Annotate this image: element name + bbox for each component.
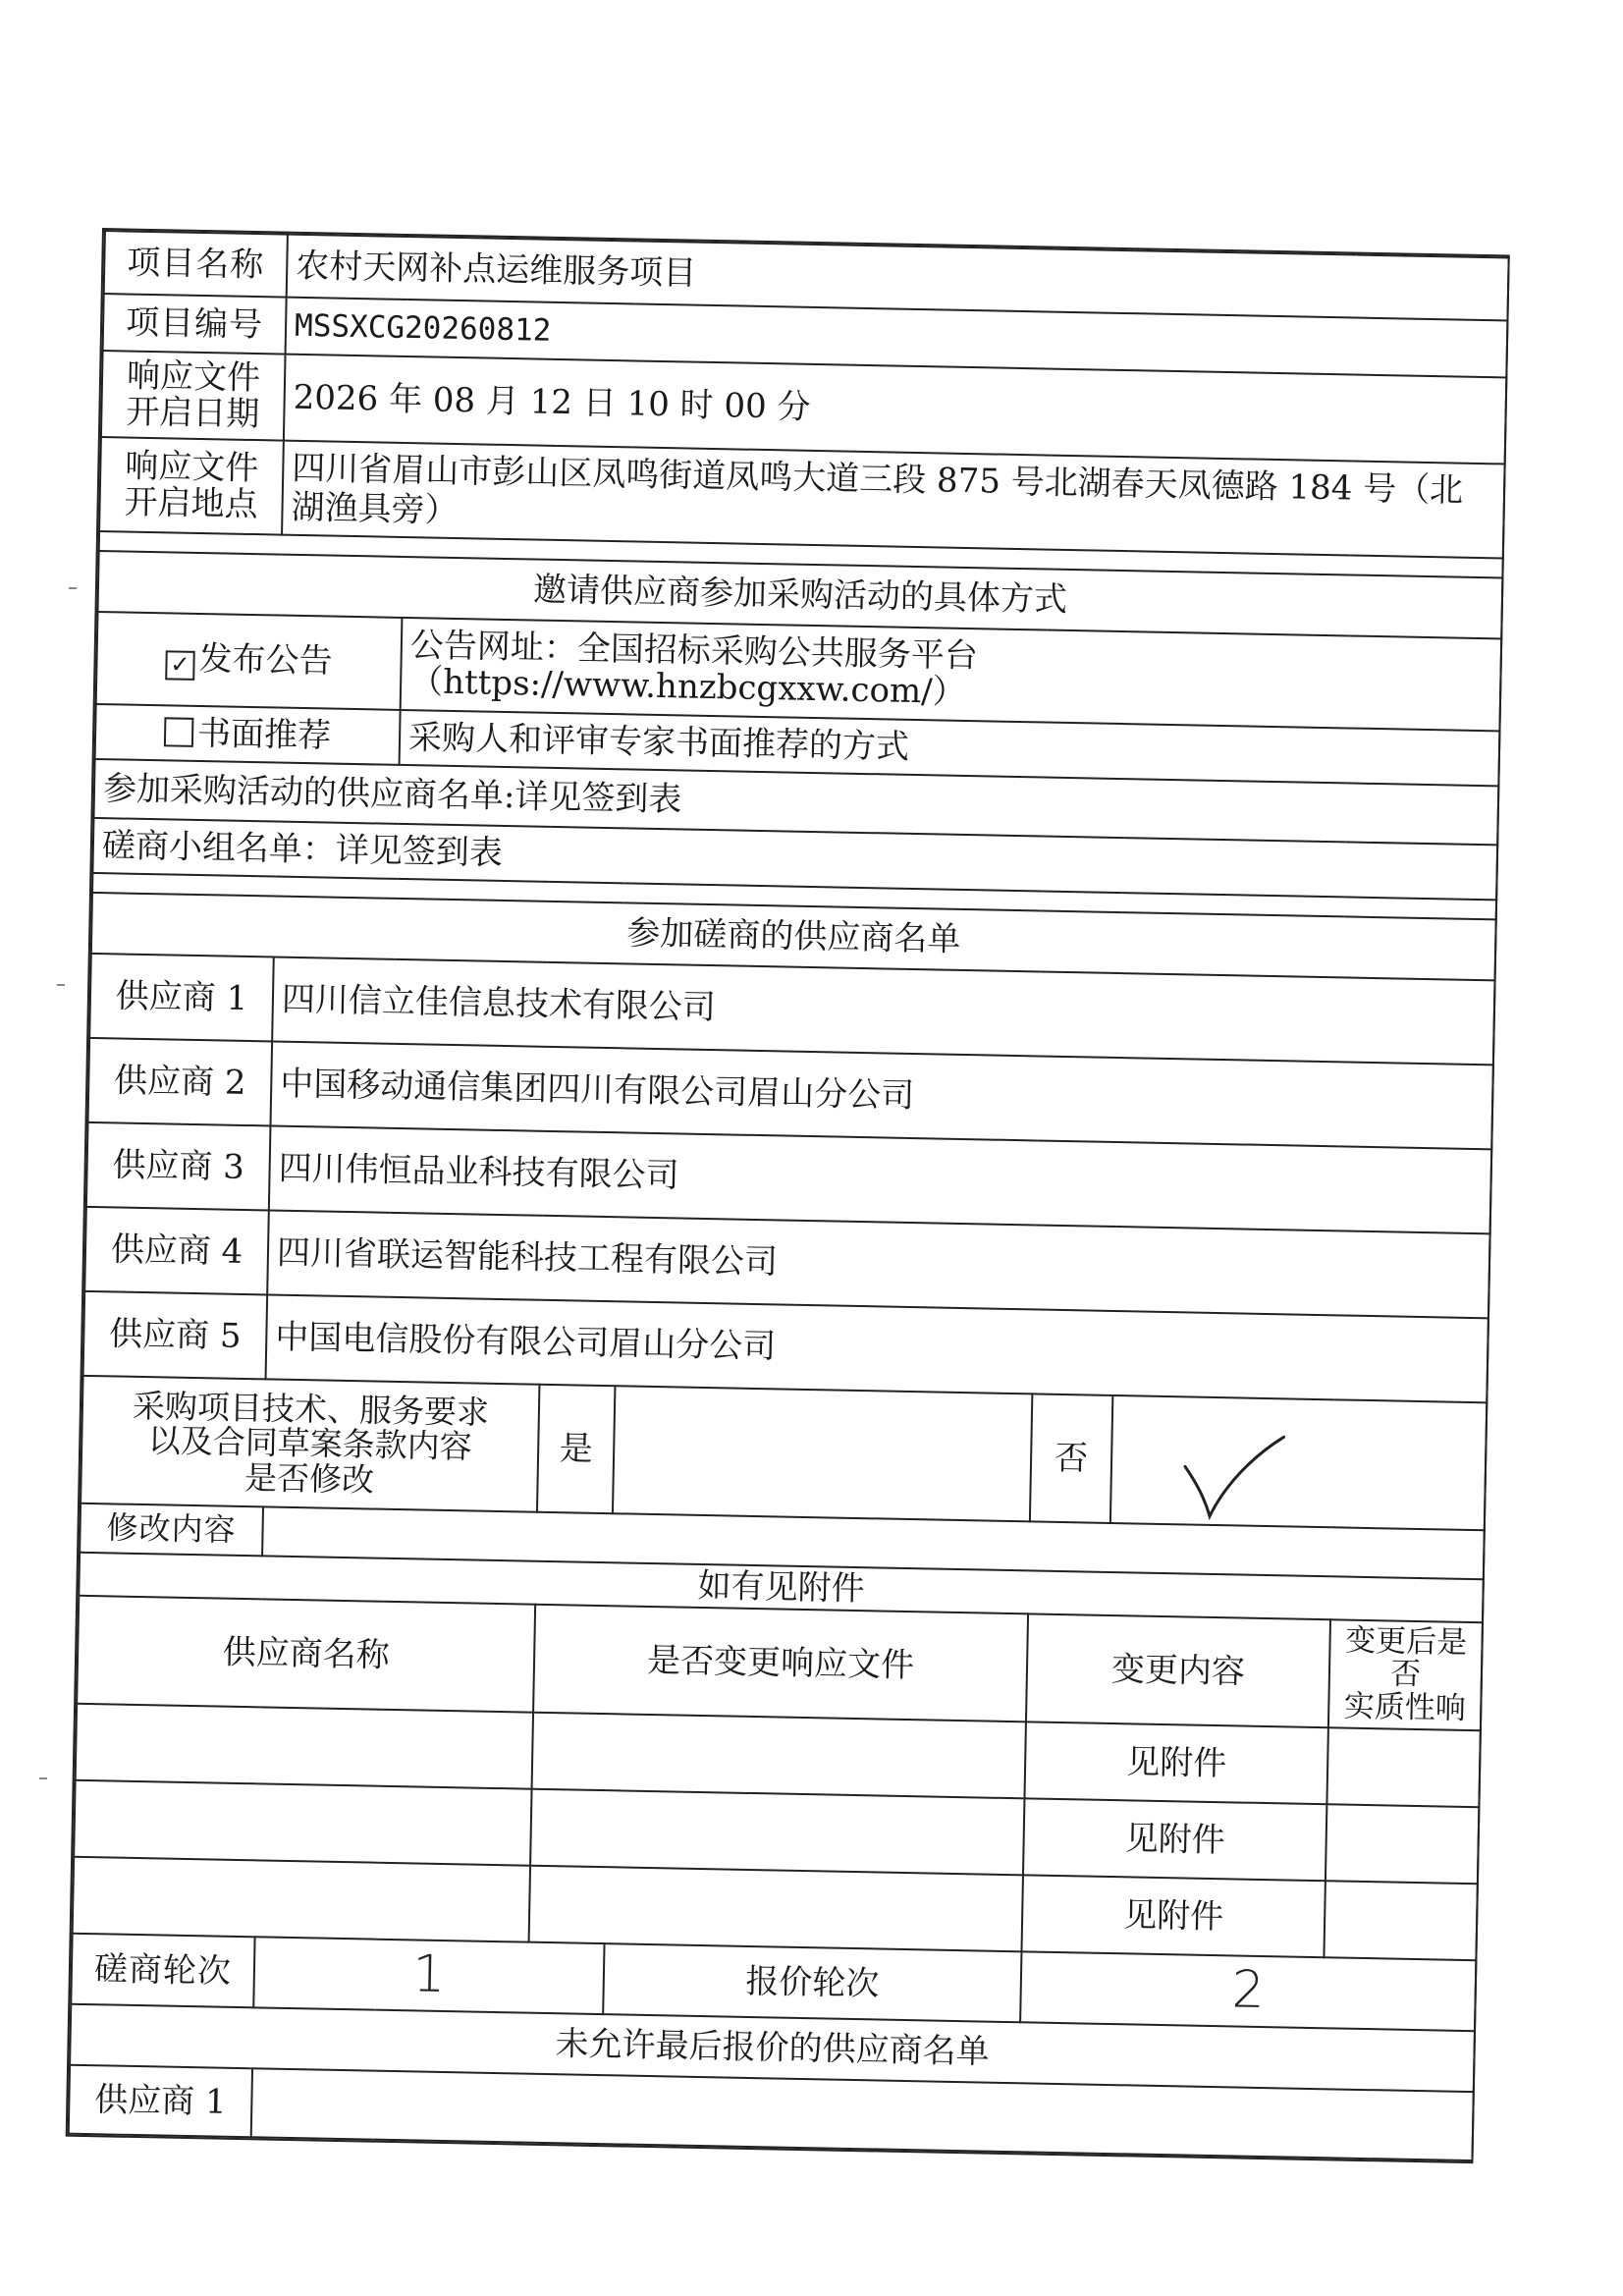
supplier-name: 四川信立佳信息技术有限公司 bbox=[272, 957, 1495, 1065]
supplier-name: 中国移动通信集团四川有限公司眉山分公司 bbox=[270, 1041, 1493, 1149]
written-description: 采购人和评审专家书面推荐的方式 bbox=[400, 710, 1500, 786]
scan-mark bbox=[39, 1777, 47, 1779]
modified-question: 采购项目技术、服务要求 以及合同草案条款内容 是否修改 bbox=[81, 1376, 539, 1512]
not-allowed-supplier-label: 供应商 1 bbox=[69, 2064, 252, 2137]
change-content-cell: 见附件 bbox=[1021, 1876, 1325, 1958]
panel-row: 磋商小组名单：详见签到表 bbox=[92, 818, 1497, 900]
change-substantive-cell bbox=[1324, 1882, 1478, 1961]
supplier-label: 供应商 1 bbox=[89, 954, 274, 1042]
change-substantive-cell bbox=[1325, 1805, 1480, 1885]
supplier-name: 中国电信股份有限公司眉山分公司 bbox=[266, 1294, 1489, 1402]
supplier-label: 供应商 4 bbox=[84, 1207, 269, 1295]
publish-label: 发布公告 bbox=[198, 638, 333, 682]
project-no-label: 项目编号 bbox=[103, 294, 287, 355]
supplier-name: 四川省联运智能科技工程有限公司 bbox=[267, 1210, 1490, 1318]
open-date-value: 2026 年 08 月 12 日 10 时 00 分 bbox=[284, 355, 1507, 465]
supplier-label: 供应商 5 bbox=[83, 1291, 268, 1380]
written-label: 书面推荐 bbox=[196, 713, 332, 756]
change-content-cell: 见附件 bbox=[1023, 1799, 1326, 1882]
supplier-name: 四川伟恒品业科技有限公司 bbox=[269, 1125, 1492, 1233]
quote-rounds-label: 报价轮次 bbox=[603, 1944, 1021, 2023]
negotiation-suppliers-header: 参加磋商的供应商名单 bbox=[91, 893, 1496, 980]
project-name-value: 农村天网补点运维服务项目 bbox=[287, 235, 1509, 321]
open-place-value: 四川省眉山市彭山区凤鸣街道凤鸣大道三段 875 号北湖春天凤德路 184 号（北湖渔具旁） bbox=[282, 441, 1505, 559]
publish-checkbox bbox=[165, 650, 195, 681]
scan-mark bbox=[57, 984, 65, 986]
project-name-label: 项目名称 bbox=[104, 231, 288, 298]
supplier-label: 供应商 2 bbox=[88, 1038, 273, 1126]
not-allowed-header: 未允许最后报价的供应商名单 bbox=[70, 2003, 1475, 2091]
col-substantive: 变更后是否 实质性响 bbox=[1328, 1619, 1483, 1730]
change-supplier-cell bbox=[73, 1857, 530, 1942]
change-changed-cell bbox=[529, 1866, 1023, 1952]
written-option bbox=[95, 704, 401, 765]
change-changed-cell bbox=[530, 1789, 1024, 1876]
form-table bbox=[68, 230, 1510, 2161]
no-mark-cell bbox=[1110, 1395, 1488, 1530]
open-date-label: 响应文件 开启日期 bbox=[101, 351, 286, 441]
open-place-label: 响应文件 开启地点 bbox=[99, 437, 284, 535]
modify-content-label: 修改内容 bbox=[80, 1503, 263, 1557]
handwritten-check-icon bbox=[1180, 1431, 1290, 1521]
col-supplier-name: 供应商名称 bbox=[77, 1596, 535, 1713]
col-changed: 是否变更响应文件 bbox=[533, 1605, 1028, 1722]
supplier-label: 供应商 3 bbox=[86, 1122, 271, 1211]
col-content: 变更内容 bbox=[1026, 1613, 1330, 1727]
publish-description: 公告网址：全国招标采购公共服务平台 （https://www.hnzbcgxxw.com/） bbox=[401, 618, 1502, 731]
check-mark-icon: ✓ bbox=[170, 650, 190, 679]
no-label: 否 bbox=[1030, 1394, 1112, 1523]
participants-row: 参加采购活动的供应商名单:详见签到表 bbox=[93, 759, 1498, 845]
written-checkbox bbox=[164, 717, 194, 747]
change-changed-cell bbox=[532, 1713, 1026, 1799]
quote-rounds-value: 2 bbox=[1020, 1952, 1476, 2031]
rounds-label: 磋商轮次 bbox=[71, 1934, 254, 2007]
change-supplier-cell bbox=[76, 1704, 533, 1789]
project-no-value: MSSXCG20260812 bbox=[286, 298, 1508, 378]
rounds-value: 1 bbox=[253, 1938, 604, 2014]
publish-option bbox=[96, 612, 403, 710]
change-substantive-cell bbox=[1326, 1728, 1481, 1808]
scan-mark bbox=[69, 587, 77, 589]
yes-mark-cell bbox=[613, 1386, 1032, 1521]
procurement-record-form bbox=[66, 228, 1510, 2163]
see-attachment-note: 如有见附件 bbox=[79, 1553, 1484, 1622]
yes-label: 是 bbox=[537, 1385, 615, 1513]
change-content-cell: 见附件 bbox=[1024, 1722, 1327, 1805]
change-supplier-cell bbox=[74, 1780, 531, 1866]
invite-method-header: 邀请供应商参加采购活动的具体方式 bbox=[97, 551, 1502, 638]
